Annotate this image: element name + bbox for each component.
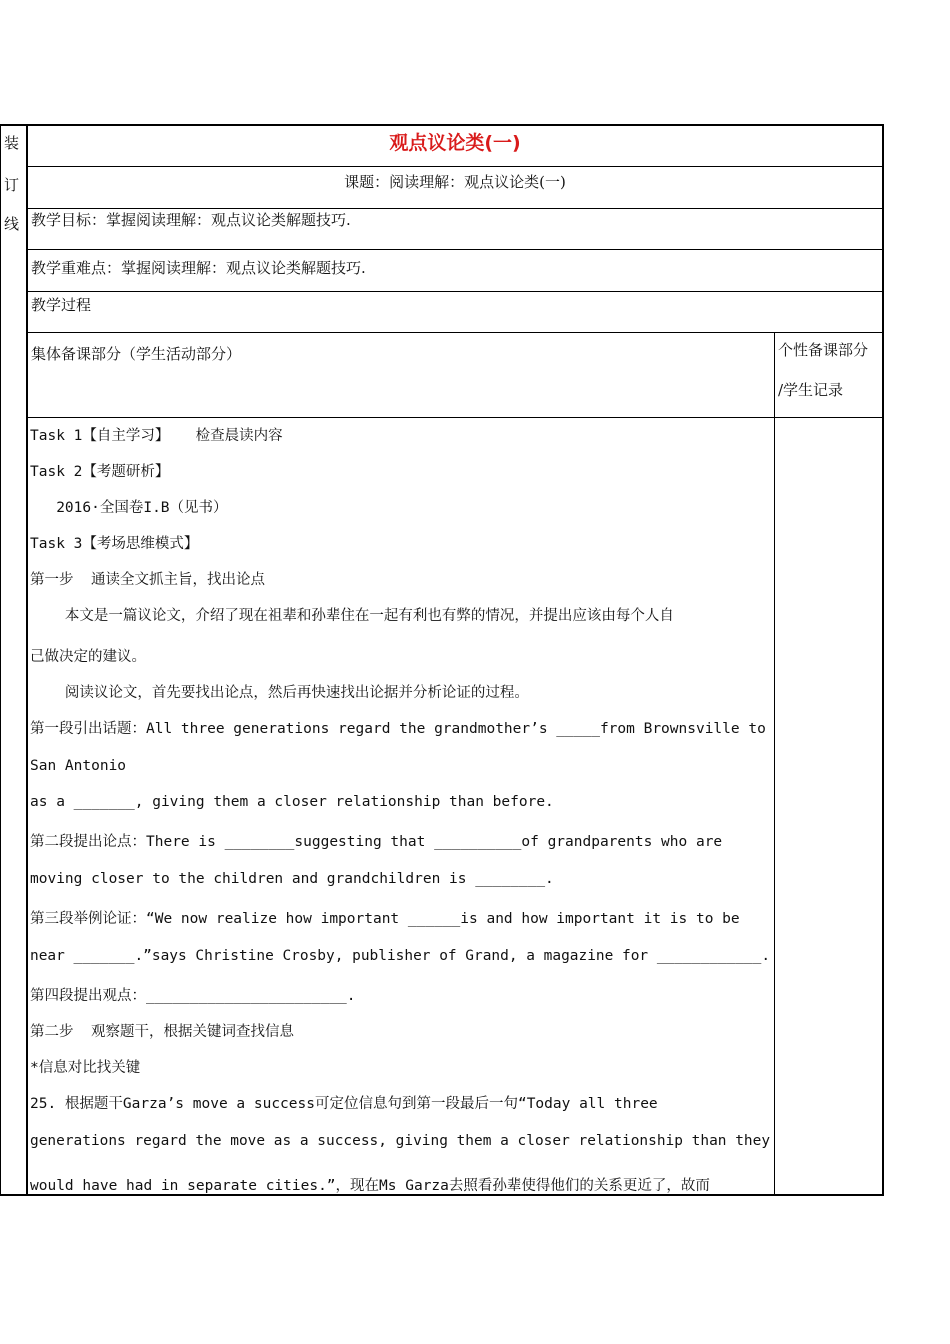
body-line: 第二步 观察题干，根据关键词查找信息	[30, 1024, 294, 1040]
section-header-row	[28, 333, 882, 418]
page-title: 观点议论类(一)	[28, 126, 882, 167]
body-line: Task 1【自主学习】 检查晨读内容	[30, 428, 283, 444]
body-line: 本文是一篇议论文，介绍了现在祖辈和孙辈住在一起有利也有弊的情况，并提出应该由每个人自	[30, 608, 674, 624]
body-line: generations regard the move as a success, giving them a closer relationship than they	[30, 1133, 771, 1149]
body-line: 25. 根据题干Garza’s move a success可定位信息句到第一段最后一句“Today all three	[30, 1096, 658, 1112]
body-line: San Antonio	[30, 758, 127, 774]
lesson-plan-table	[26, 124, 884, 1196]
body-line: *信息对比找关键	[30, 1060, 141, 1076]
collective-prep-label: 集体备课部分（学生活动部分）	[31, 345, 242, 363]
personal-prep-label: 个性备课部分	[778, 341, 869, 359]
body-line: Task 3【考场思维模式】	[30, 536, 199, 552]
body-line: Task 2【考题研析】	[30, 464, 170, 480]
teaching-process: 教学过程	[28, 292, 882, 333]
body-line: 第二段提出论点：There is ________suggesting that __________of grandparents who are	[30, 834, 723, 850]
binding-char-1: 装	[4, 134, 20, 152]
body-line: 第四段提出观点：_______________________.	[30, 988, 356, 1004]
body-line: near _______.”says Christine Crosby, publisher of Grand, a magazine for ____________.	[30, 948, 771, 964]
student-record-label: /学生记录	[778, 381, 844, 399]
body-line: 己做决定的建议。	[30, 649, 146, 665]
teaching-goal: 教学目标：掌握阅读理解：观点议论类解题技巧.	[28, 209, 882, 250]
binding-char-2: 订	[4, 176, 20, 194]
column-divider	[774, 333, 775, 1194]
lesson-topic: 课题：阅读理解：观点议论类(一)	[28, 167, 882, 209]
body-line: 第一段引出话题：All three generations regard the grandmother’s _____from Brownsville to	[30, 721, 766, 737]
key-points: 教学重难点：掌握阅读理解：观点议论类解题技巧.	[28, 250, 882, 292]
body-line: 第三段举例论证：“We now realize how important ______is and how important it is to be	[30, 911, 740, 927]
body-line: would have had in separate cities.”，现在Ms Garza去照看孙辈使得他们的关系更近了，故而	[30, 1178, 710, 1194]
body-line: 2016·全国卷I.B（见书）	[30, 500, 228, 516]
binding-char-3: 线	[4, 215, 20, 233]
binding-margin	[0, 124, 26, 1196]
body-line: 阅读议论文，首先要找出论点，然后再快速找出论据并分析论证的过程。	[30, 685, 529, 701]
body-line: as a _______, giving them a closer relationship than before.	[30, 794, 554, 810]
body-line: moving closer to the children and grandchildren is ________.	[30, 871, 554, 887]
body-line: 第一步 通读全文抓主旨，找出论点	[30, 572, 265, 588]
